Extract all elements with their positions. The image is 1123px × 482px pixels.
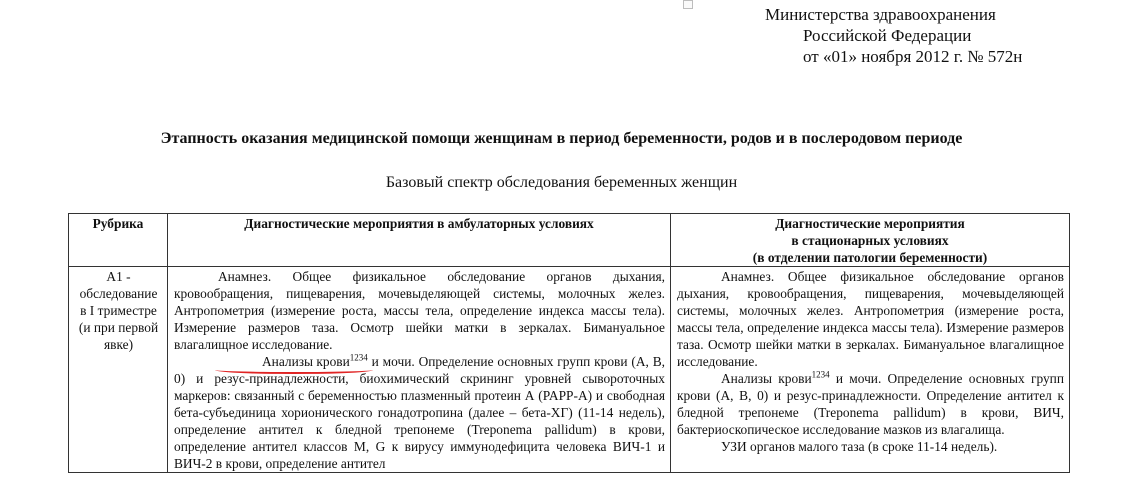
header-federation: Российской Федерации	[803, 26, 972, 45]
table-row	[69, 267, 1070, 473]
inpatient-cell	[671, 267, 1070, 473]
blood-tests-text: Анализы крови	[262, 354, 350, 369]
inpatient-blood-tests: Анализы крови	[721, 371, 812, 386]
anchor-marker	[683, 0, 693, 9]
table-header-row	[69, 214, 1070, 267]
document-subtitle: Базовый спектр обследования беременных женщин	[385, 174, 738, 191]
col-header-ambulatory: Диагностические мероприятия в амбулаторных условиях	[168, 214, 671, 267]
col-header-inpatient-line3: (в отделении патологии беременности)	[752, 250, 988, 265]
examination-table	[68, 213, 1070, 473]
ambulatory-paragraph-1: Анамнез. Общее физикальное обследование органов дыхания, кровообращения, пищеварения, мочевыделяющей системы, молочных желез. Антропометрия (измерение роста, массы тела, определение индекса массы тела). Измерение размеров таза. Осмотр шейки матки в зеркалах. Бимануальное влагалищное исследование.	[174, 269, 665, 352]
col-header-rubric: Рубрика	[69, 214, 168, 267]
ambulatory-cell	[168, 267, 671, 473]
inpatient-paragraph-2-text: и мочи. Определение основных групп крови (А, В, 0) и резус-принадлежности. Определение антител к бледной трепонеме (Treponema pallidum) в крови, ВИЧ, бактериоскопическое исследование мазков из влагалища.	[677, 371, 1064, 437]
blood-tests-link[interactable]	[218, 353, 368, 370]
inpatient-footnote-ref: 1234	[811, 369, 830, 380]
inpatient-paragraph-1: Анамнез. Общее физикальное обследование органов дыхания, кровообращения, пищеварения, мочевыделяющей системы, молочных желез. Антропометрия (измерение роста, массы тела, определение индекса массы тела). Измерение размеров таза. Осмотр шейки матки в зеркалах. Бимануальное влагалищное исследование.	[677, 269, 1064, 369]
ambulatory-paragraph-2-text: и мочи. Определение основных групп крови (А, В, 0) и резус-принадлежности, биохимический скрининг уровней сывороточных маркеров: связанный с беременностью плазменный протеин А (PAPP-A) и свободная бета-субъединица хорионического гонадотропина (далее – бета-ХГ) (11-14 недель), определение антител к бледной трепонеме (Treponema pallidum) в крови, определение антител классов M, G к вирусу иммунодефицита человека ВИЧ-1 и ВИЧ-2 в крови, определение антител	[174, 354, 665, 471]
col-header-inpatient-line2: в стационарных условиях	[791, 233, 949, 248]
ambulatory-paragraph-2	[174, 353, 665, 472]
document-title: Этапность оказания медицинской помощи женщинам в период беременности, родов и в послеродовом периоде	[160, 130, 963, 147]
rubric-cell: А1 - обследование в I триместре (и при первой явке)	[69, 267, 168, 473]
red-underline-annotation	[215, 366, 373, 374]
header-order-date: от «01» ноября 2012 г. № 572н	[803, 47, 1023, 66]
col-header-inpatient	[671, 214, 1070, 267]
order-header	[760, 4, 1120, 67]
header-ministry: Министерства здравоохранения	[765, 5, 996, 24]
inpatient-paragraph-3: УЗИ органов малого таза (в сроке 11-14 недель).	[721, 439, 998, 454]
footnote-ref: 1234	[349, 352, 368, 363]
col-header-inpatient-line1: Диагностические мероприятия	[775, 216, 965, 231]
inpatient-paragraph-2	[677, 370, 1064, 438]
